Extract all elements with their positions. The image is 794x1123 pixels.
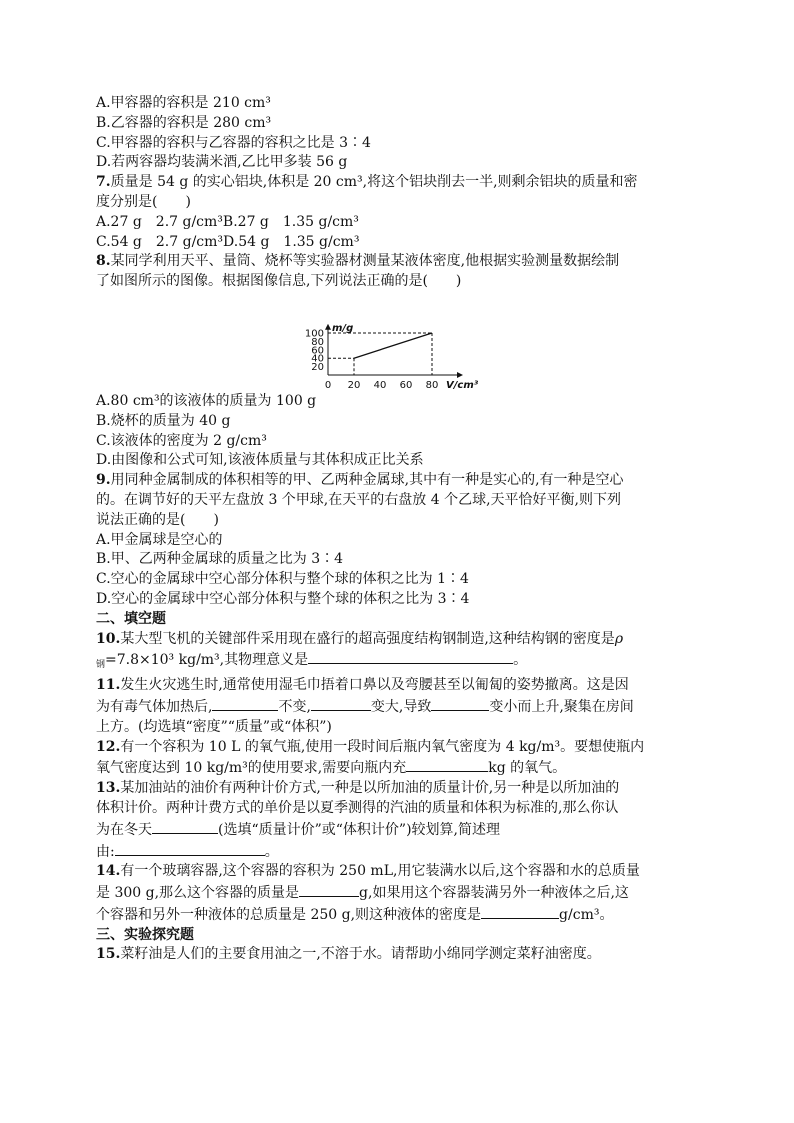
- q14-number: 14.: [96, 863, 121, 880]
- q13-blank-1[interactable]: [152, 819, 218, 834]
- q13-line1: [96, 779, 716, 799]
- q10-line1: [96, 630, 716, 650]
- q9-option-c: C.空心的金属球中空心部分体积与整个球的体积之比为 1∶4: [96, 571, 469, 588]
- q9-option-a: A.甲金属球是空心的: [96, 531, 223, 548]
- q13-line2: 体积计价。两种计费方式的单价是以夏季测得的汽油的质量和体积为标准的,那么你认: [96, 799, 619, 816]
- q15-stem-text: 菜籽油是人们的主要食用油之一,不溶于水。请帮助小绵同学测定菜籽油密度。: [120, 946, 601, 963]
- q13-text-3: 由:: [96, 843, 115, 860]
- q8-number: 8.: [96, 253, 111, 270]
- y-tick-label: 100: [304, 328, 324, 340]
- q11-number: 11.: [96, 677, 121, 694]
- q11-text-2: 不变,: [278, 698, 311, 715]
- q6-option-d: D.若两容器均装满米酒,乙比甲多装 56 g: [96, 154, 348, 171]
- q7-option-b: B.27 g 1.35 g/cm³: [222, 213, 359, 230]
- q7-option-d: D.54 g 1.35 g/cm³: [223, 233, 360, 250]
- q14-text-4: g/cm³。: [559, 906, 614, 923]
- q12-number: 12.: [96, 738, 121, 755]
- q9-number: 9.: [96, 472, 111, 489]
- graph-svg: [304, 293, 504, 391]
- q15-number: 15.: [96, 946, 121, 963]
- q8-stem-line1: [96, 252, 716, 272]
- q14-line1: [96, 862, 716, 882]
- q13-text-1: 为在冬天: [96, 821, 152, 838]
- q10-value-text: =7.8×10³ kg/m³,其物理意义是: [105, 652, 309, 669]
- q14-line2: [96, 882, 716, 904]
- q11-stem-text: 发生火灾逃生时,通常使用湿毛巾捂着口鼻以及弯腰甚至以匍匐的姿势撤离。这是因: [120, 677, 629, 694]
- q12-stem-text: 有一个容积为 10 L 的氧气瓶,使用一段时间后瓶内氧气密度为 4 kg/m³。要想使瓶内: [120, 738, 645, 755]
- q9-stem-line1: [96, 471, 716, 491]
- q13-text-2: (选填“质量计价”或“体积计价”)较划算,简述理: [218, 821, 501, 838]
- q11-blank-2[interactable]: [311, 696, 371, 711]
- q12-line2: [96, 757, 716, 779]
- q14-blank-2[interactable]: [481, 904, 559, 919]
- q6-option-b: B.乙容器的容积是 280 cm³: [96, 114, 272, 131]
- rho-symbol: ρ: [614, 630, 624, 647]
- y-axis-label: m/g: [332, 322, 354, 334]
- q14-blank-1[interactable]: [299, 882, 359, 897]
- q13-line3: [96, 819, 716, 841]
- q11-line2: [96, 696, 716, 718]
- q9-stem-line2: 的。在调节好的天平左盘放 3 个甲球,在天平的右盘放 4 个乙球,天平恰好平衡,则下列: [96, 491, 621, 508]
- q13-text-4: 。: [264, 843, 279, 860]
- q10-end: 。: [513, 652, 528, 669]
- q14-line3: [96, 904, 716, 926]
- q7-option-c: C.54 g 2.7 g/cm³: [96, 233, 224, 250]
- q11-text-4: 变小而上升,聚集在房间: [489, 698, 634, 715]
- q14-stem-text: 有一个玻璃容器,这个容器的容积为 250 mL,用它装满水以后,这个容器和水的总质量: [120, 863, 640, 880]
- q8-stem-text: 某同学利用天平、量筒、烧杯等实验器材测量某液体密度,他根据实验测量数据绘制: [110, 253, 620, 270]
- q11-line1: [96, 676, 716, 696]
- q11-line3: 上方。(均选填“密度”“质量”或“体积”): [96, 718, 332, 735]
- q9-option-b: B.甲、乙两种金属球的质量之比为 3∶4: [96, 551, 344, 568]
- q12-line1: [96, 738, 716, 758]
- q10-number: 10.: [96, 630, 121, 647]
- q6-option-c: C.甲容器的容积与乙容器的容积之比是 3∶4: [96, 134, 371, 151]
- x-tick-label: 80: [425, 379, 439, 391]
- q7-options-row1: [96, 213, 716, 233]
- q8-option-d: D.由图像和公式可知,该液体质量与其体积成正比关系: [96, 452, 424, 469]
- q9-stem-line3: 说法正确的是( ): [96, 511, 219, 528]
- x-tick-label: 40: [373, 379, 387, 391]
- q8-stem-line2: 了如图所示的图像。根据图像信息,下列说法正确的是( ): [96, 273, 462, 290]
- q8-option-a: A.80 cm³的该液体的质量为 100 g: [96, 392, 317, 409]
- q7-options-row2: [96, 233, 716, 253]
- q11-blank-3[interactable]: [431, 696, 489, 711]
- q14-text-2: g,如果用这个容器装满另外一种液体之后,这: [359, 885, 629, 902]
- q13-line4: [96, 841, 716, 863]
- q11-blank-1[interactable]: [212, 696, 278, 711]
- q15-line1: [96, 945, 716, 965]
- section-experiment-heading: 三、实验探究题: [96, 926, 194, 943]
- q11-text-1: 为有毒气体加热后,: [96, 698, 213, 715]
- q9-option-d: D.空心的金属球中空心部分体积与整个球的体积之比为 3∶4: [96, 590, 470, 607]
- y-tick-label: 80: [311, 336, 324, 348]
- q7-option-a: A.27 g 2.7 g/cm³: [96, 213, 223, 230]
- q12-answer-blank[interactable]: [406, 757, 488, 772]
- q11-text-3: 变大,导致: [370, 698, 432, 715]
- x-tick-label: 60: [399, 379, 413, 391]
- q7-stem-line2: 度分别是( ): [96, 193, 191, 210]
- y-tick-label: 40: [311, 353, 324, 365]
- q14-text-3: 个容器和另外一种液体的总质量是 250 g,则这种液体的密度是: [96, 906, 482, 923]
- q12-text-2: kg 的氧气。: [488, 760, 567, 777]
- q6-option-a: A.甲容器的容积是 210 cm³: [96, 95, 271, 111]
- q13-number: 13.: [96, 780, 121, 797]
- x-tick-label: 0: [324, 379, 332, 391]
- q9-stem-text: 用同种金属制成的体积相等的甲、乙两种金属球,其中有一种是实心的,有一种是空心: [110, 472, 624, 489]
- q7-stem-line1: [96, 173, 716, 193]
- x-axis-label: V/cm³: [446, 379, 479, 391]
- q14-text-1: 是 300 g,那么这个容器的质量是: [96, 885, 300, 902]
- q13-reason-blank[interactable]: [115, 841, 265, 856]
- q10-line2: [96, 649, 716, 676]
- q10-stem-text: 某大型飞机的关键部件采用现在盛行的超高强度结构钢制造,这种结构钢的密度是: [120, 630, 615, 647]
- section-fill-in-heading: 二、填空题: [96, 610, 166, 627]
- q10-answer-blank[interactable]: [308, 649, 513, 664]
- q12-text-1: 氧气密度达到 10 kg/m³的使用要求,需要向瓶内充: [96, 760, 407, 777]
- exam-page: [96, 94, 716, 965]
- q7-number: 7.: [96, 174, 111, 191]
- mass-volume-graph: [96, 293, 716, 391]
- q8-option-c: C.该液体的密度为 2 g/cm³: [96, 432, 267, 449]
- q7-stem-text: 质量是 54 g 的实心铝块,体积是 20 cm³,将这个铝块削去一半,则剩余铝块的质量和密: [110, 174, 638, 191]
- y-tick-label: 60: [311, 345, 324, 357]
- data-line: [354, 333, 432, 358]
- y-tick-label: 20: [311, 362, 324, 374]
- q13-stem-text: 某加油站的油价有两种计价方式,一种是以所加油的质量计价,另一种是以所加油的: [120, 780, 620, 797]
- rho-subscript: 钢: [96, 660, 106, 671]
- x-tick-label: 20: [347, 379, 361, 391]
- q8-option-b: B.烧杯的质量为 40 g: [96, 412, 231, 429]
